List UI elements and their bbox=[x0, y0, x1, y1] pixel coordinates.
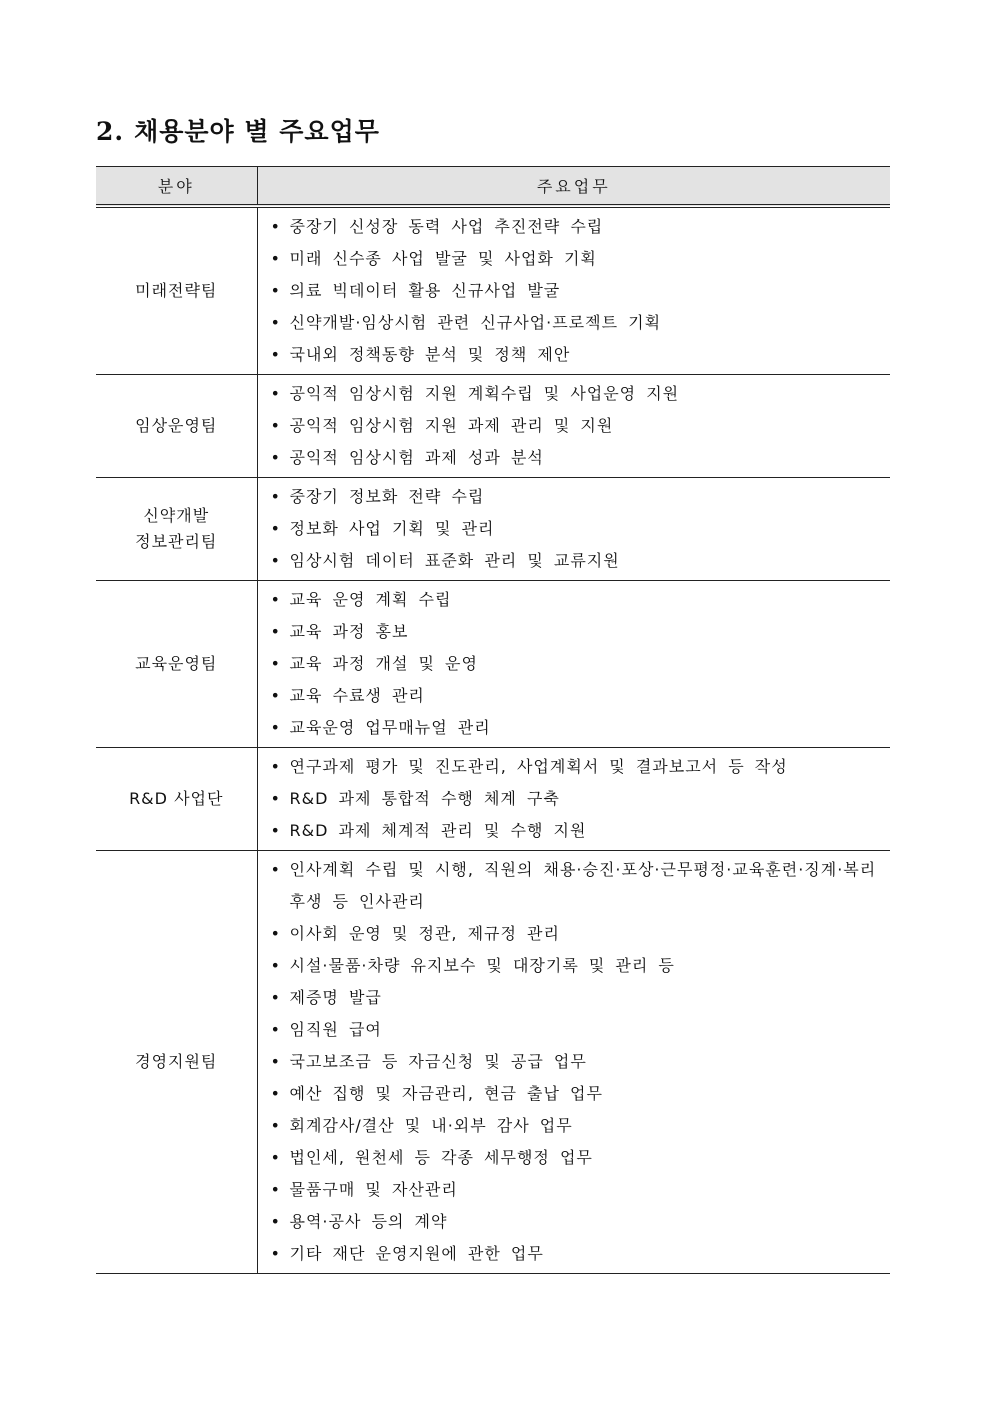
table-row bbox=[96, 581, 890, 748]
duty-item: • 시설·물품·차량 유지보수 및 대장기록 및 관리 등 bbox=[268, 950, 891, 982]
duty-item: • 물품구매 및 자산관리 bbox=[268, 1174, 891, 1206]
duties-cell bbox=[257, 851, 890, 1274]
section-number: 2. bbox=[96, 117, 125, 146]
duties-list bbox=[258, 208, 891, 374]
table-row bbox=[96, 851, 890, 1274]
duty-item: • 교육 수료생 관리 bbox=[268, 680, 891, 712]
duty-item: • 중장기 정보화 전략 수립 bbox=[268, 481, 891, 513]
team-name: 교육운영팀 bbox=[96, 581, 257, 748]
duty-item: • 법인세, 원천세 등 각종 세무행정 업무 bbox=[268, 1142, 891, 1174]
team-name: 미래전략팀 bbox=[96, 206, 257, 375]
duties-cell bbox=[257, 581, 890, 748]
duties-cell bbox=[257, 206, 890, 375]
duty-item: • 국내외 정책동향 분석 및 정책 제안 bbox=[268, 339, 891, 371]
duty-item: • 교육 운영 계획 수립 bbox=[268, 584, 891, 616]
header-row bbox=[96, 167, 890, 207]
duty-item: • 기타 재단 운영지원에 관한 업무 bbox=[268, 1238, 891, 1270]
duty-item: • 신약개발·임상시험 관련 신규사업·프로젝트 기획 bbox=[268, 307, 891, 339]
table-row bbox=[96, 375, 890, 478]
team-name: R&D 사업단 bbox=[96, 748, 257, 851]
duties-list bbox=[258, 375, 891, 477]
duties-list bbox=[258, 748, 891, 850]
duty-item: • R&D 과제 체계적 관리 및 수행 지원 bbox=[268, 815, 891, 847]
duty-item: • 연구과제 평가 및 진도관리, 사업계획서 및 결과보고서 등 작성 bbox=[268, 751, 891, 783]
duty-item: • 국고보조금 등 자금신청 및 공급 업무 bbox=[268, 1046, 891, 1078]
duty-item: • 중장기 신성장 동력 사업 추진전략 수립 bbox=[268, 211, 891, 243]
duty-item: • R&D 과제 통합적 수행 체계 구축 bbox=[268, 783, 891, 815]
duty-item: • 예산 집행 및 자금관리, 현금 출납 업무 bbox=[268, 1078, 891, 1110]
duty-item: • 공익적 임상시험 과제 성과 분석 bbox=[268, 442, 891, 474]
duty-item: • 미래 신수종 사업 발굴 및 사업화 기획 bbox=[268, 243, 891, 275]
duty-item: • 공익적 임상시험 지원 과제 관리 및 지원 bbox=[268, 410, 891, 442]
table-row bbox=[96, 748, 890, 851]
duty-item: • 교육운영 업무매뉴얼 관리 bbox=[268, 712, 891, 744]
duty-item: • 교육 과정 개설 및 운영 bbox=[268, 648, 891, 680]
duty-item: • 임직원 급여 bbox=[268, 1014, 891, 1046]
duty-item: • 제증명 발급 bbox=[268, 982, 891, 1014]
duties-cell bbox=[257, 375, 890, 478]
duties-cell bbox=[257, 748, 890, 851]
duty-item: • 임상시험 데이터 표준화 관리 및 교류지원 bbox=[268, 545, 891, 577]
duty-item: • 정보화 사업 기획 및 관리 bbox=[268, 513, 891, 545]
duties-list bbox=[258, 581, 891, 747]
header-field: 분야 bbox=[96, 167, 257, 207]
duty-item: • 이사회 운영 및 정관, 제규정 관리 bbox=[268, 918, 891, 950]
team-name: 임상운영팀 bbox=[96, 375, 257, 478]
section-title: 채용분야 별 주요업무 bbox=[134, 117, 380, 146]
table-row bbox=[96, 206, 890, 375]
table-row bbox=[96, 478, 890, 581]
duties-table bbox=[96, 166, 890, 1274]
duty-item: • 용역·공사 등의 계약 bbox=[268, 1206, 891, 1238]
duty-item: • 교육 과정 홍보 bbox=[268, 616, 891, 648]
duty-item: • 공익적 임상시험 지원 계획수립 및 사업운영 지원 bbox=[268, 378, 891, 410]
duty-item: • 회계감사/결산 및 내·외부 감사 업무 bbox=[268, 1110, 891, 1142]
duties-list bbox=[258, 478, 891, 580]
team-name: 신약개발 정보관리팀 bbox=[96, 478, 257, 581]
duty-item: • 인사계획 수립 및 시행, 직원의 채용·승진·포상·근무평정·교육훈련·징계·복리후생 등 인사관리 bbox=[268, 854, 891, 918]
table-body bbox=[96, 206, 890, 1274]
header-duties: 주요업무 bbox=[257, 167, 890, 207]
section-heading bbox=[96, 112, 380, 148]
duties-cell bbox=[257, 478, 890, 581]
duties-list bbox=[258, 851, 891, 1273]
team-name: 경영지원팀 bbox=[96, 851, 257, 1274]
duty-item: • 의료 빅데이터 활용 신규사업 발굴 bbox=[268, 275, 891, 307]
